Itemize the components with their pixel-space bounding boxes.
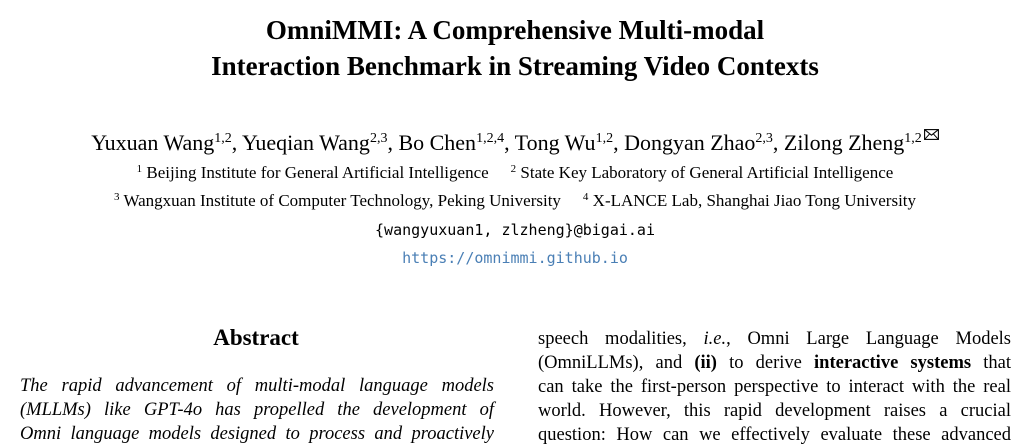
affiliation-number: 4: [582, 191, 589, 203]
author-name: Bo Chen: [398, 130, 477, 155]
abstract-heading: Abstract: [213, 325, 299, 350]
right-column-text: [538, 327, 1011, 447]
author-name: Tong Wu: [514, 130, 596, 155]
author-separator: ,: [613, 130, 625, 155]
abstract-line: (MLLMs) like GPT-4o has propelled the development of: [20, 400, 494, 420]
affiliation-name: Wangxuan Institute of Computer Technology, Peking University: [123, 191, 561, 210]
paper-title-line-1: OmniMMI: A Comprehensive Multi-modal: [265, 15, 765, 45]
abstract-line: The rapid advancement of multi-modal language models: [20, 376, 494, 396]
project-url-link[interactable]: https://omnimmi.github.io: [402, 249, 628, 267]
author-affiliation-marker: 1,2: [904, 131, 922, 146]
paper-title: [0, 12, 1030, 84]
author-name: Yuxuan Wang: [91, 130, 215, 155]
author-list: [0, 128, 1030, 158]
author-affiliation-marker: 2,3: [755, 131, 773, 146]
paper-title-line-2: Interaction Benchmark in Streaming Video Contexts: [211, 51, 819, 81]
body-line: [538, 351, 1011, 375]
affiliation-name: Beijing Institute for General Artificial Intelligence: [146, 163, 489, 182]
affiliation-name: State Key Laboratory of General Artificial Intelligence: [520, 163, 894, 182]
author-name: Yueqian Wang: [241, 130, 370, 155]
abstract-line-partial: Omni language models designed to process and proactively: [20, 424, 494, 444]
affiliations-row-1: [0, 162, 1030, 184]
body-text-bold: (ii): [694, 353, 717, 373]
author-separator: ,: [772, 130, 784, 155]
author-affiliation-marker: 1,2: [595, 131, 614, 146]
author-separator: ,: [387, 130, 399, 155]
body-text: that: [971, 353, 1011, 373]
author-affiliation-marker: 2,3: [369, 131, 388, 146]
author-email: {wangyuxuan1, zlzheng}@bigai.ai: [375, 221, 655, 239]
body-text: (OmniLLMs), and: [538, 353, 695, 373]
body-text-italic: i.e.: [703, 329, 727, 349]
affiliations-row-2: [0, 190, 1030, 212]
body-text: to derive: [716, 353, 815, 373]
author-affiliation-marker: 1,2: [214, 131, 232, 146]
author-affiliation-marker: 1,2,4: [476, 131, 505, 146]
author-name: Zilong Zheng: [783, 130, 905, 155]
body-line-partial: question: How can we effectively evaluate these advanced: [538, 425, 1011, 445]
body-line: world. However, this rapid development raises a crucial: [538, 401, 1011, 421]
body-text: speech modalities,: [538, 329, 704, 349]
affiliation-number: 3: [113, 191, 120, 203]
body-line: [538, 327, 1011, 351]
body-text: , Omni Large Language Models: [726, 329, 1011, 349]
envelope-icon: [924, 129, 939, 140]
author-separator: ,: [231, 130, 242, 155]
affiliation-number: 2: [510, 163, 517, 175]
abstract-body: [20, 374, 494, 446]
body-text-bold: interactive systems: [814, 353, 972, 373]
affiliation-name: X-LANCE Lab, Shanghai Jiao Tong University: [592, 191, 917, 210]
author-separator: ,: [504, 130, 515, 155]
body-line: can take the first-person perspective to interact with the real: [538, 377, 1011, 397]
author-name: Dongyan Zhao: [624, 130, 756, 155]
affiliation-number: 1: [136, 163, 143, 175]
